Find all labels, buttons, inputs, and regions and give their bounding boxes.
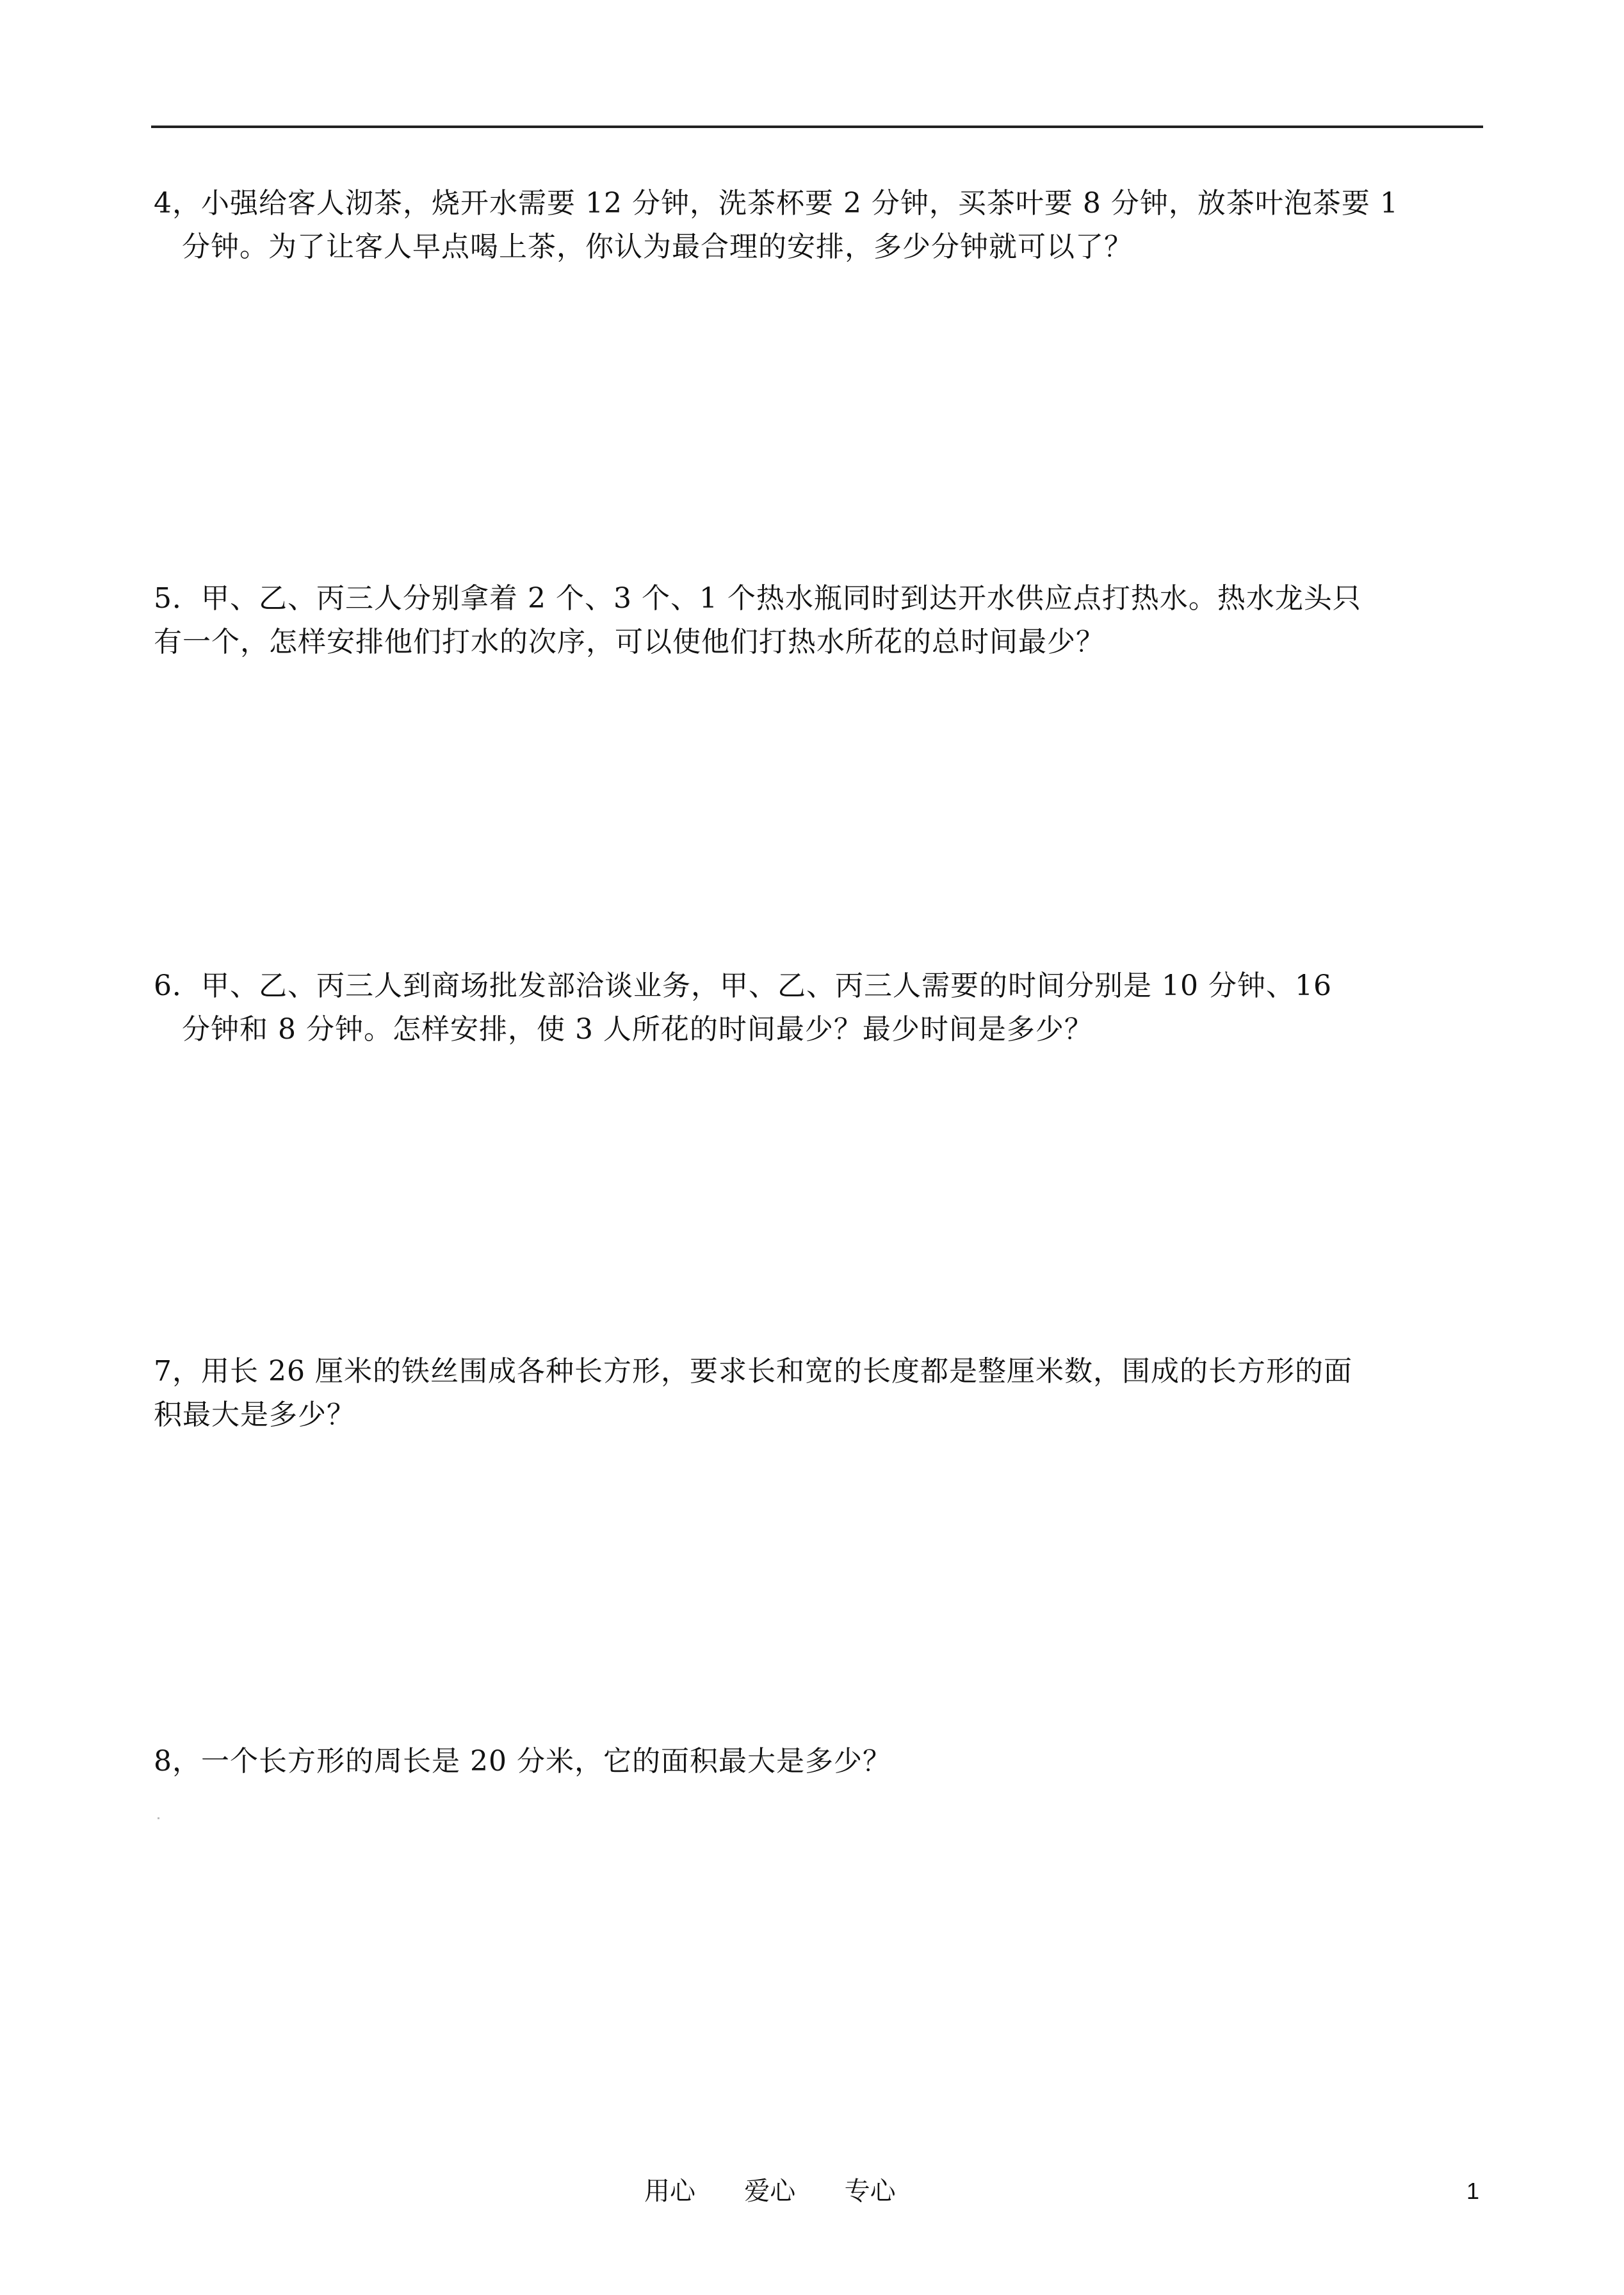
page-number: 1 — [1466, 2178, 1480, 2204]
question-6-line-1: 6．甲、乙、丙三人到商场批发部洽谈业务，甲、乙、丙三人需要的时间分别是 10 分钟、16 — [154, 969, 1332, 1002]
header-rule — [151, 126, 1483, 128]
page-footer — [0, 2172, 1624, 2210]
question-6 — [154, 964, 1486, 1051]
question-6-line-2: 分钟和 8 分钟。怎样安排，使 3 人所花的时间最少？最少时间是多少？ — [182, 1013, 1093, 1046]
question-5-line-1: 5．甲、乙、丙三人分别拿着 2 个、3 个、1 个热水瓶同时到达开水供应点打热水。热水龙头只 — [154, 582, 1361, 615]
question-7 — [154, 1350, 1486, 1437]
question-7-line-2: 积最大是多少？ — [154, 1399, 355, 1431]
scan-speck — [158, 1817, 159, 1819]
question-7-line-1: 7，用长 26 厘米的铁丝围成各种长方形，要求长和宽的长度都是整厘米数，围成的长方形的面 — [154, 1355, 1352, 1388]
question-8 — [154, 1740, 1486, 1783]
question-4-line-1: 4，小强给客人沏茶，烧开水需要 12 分钟，洗茶杯要 2 分钟，买茶叶要 8 分钟，放茶叶泡茶要 1 — [154, 187, 1399, 220]
question-4-line-2: 分钟。为了让客人早点喝上茶，你认为最合理的安排，多少分钟就可以了？ — [182, 231, 1133, 263]
question-4 — [154, 182, 1486, 269]
footer-slogan: 用心 爱心 专心 — [644, 2177, 896, 2206]
question-5-line-2: 有一个，怎样安排他们打水的次序，可以使他们打热水所花的总时间最少？ — [154, 626, 1105, 658]
question-5 — [154, 577, 1486, 664]
question-8-line-1: 8，一个长方形的周长是 20 分米，它的面积最大是多少？ — [154, 1745, 891, 1778]
